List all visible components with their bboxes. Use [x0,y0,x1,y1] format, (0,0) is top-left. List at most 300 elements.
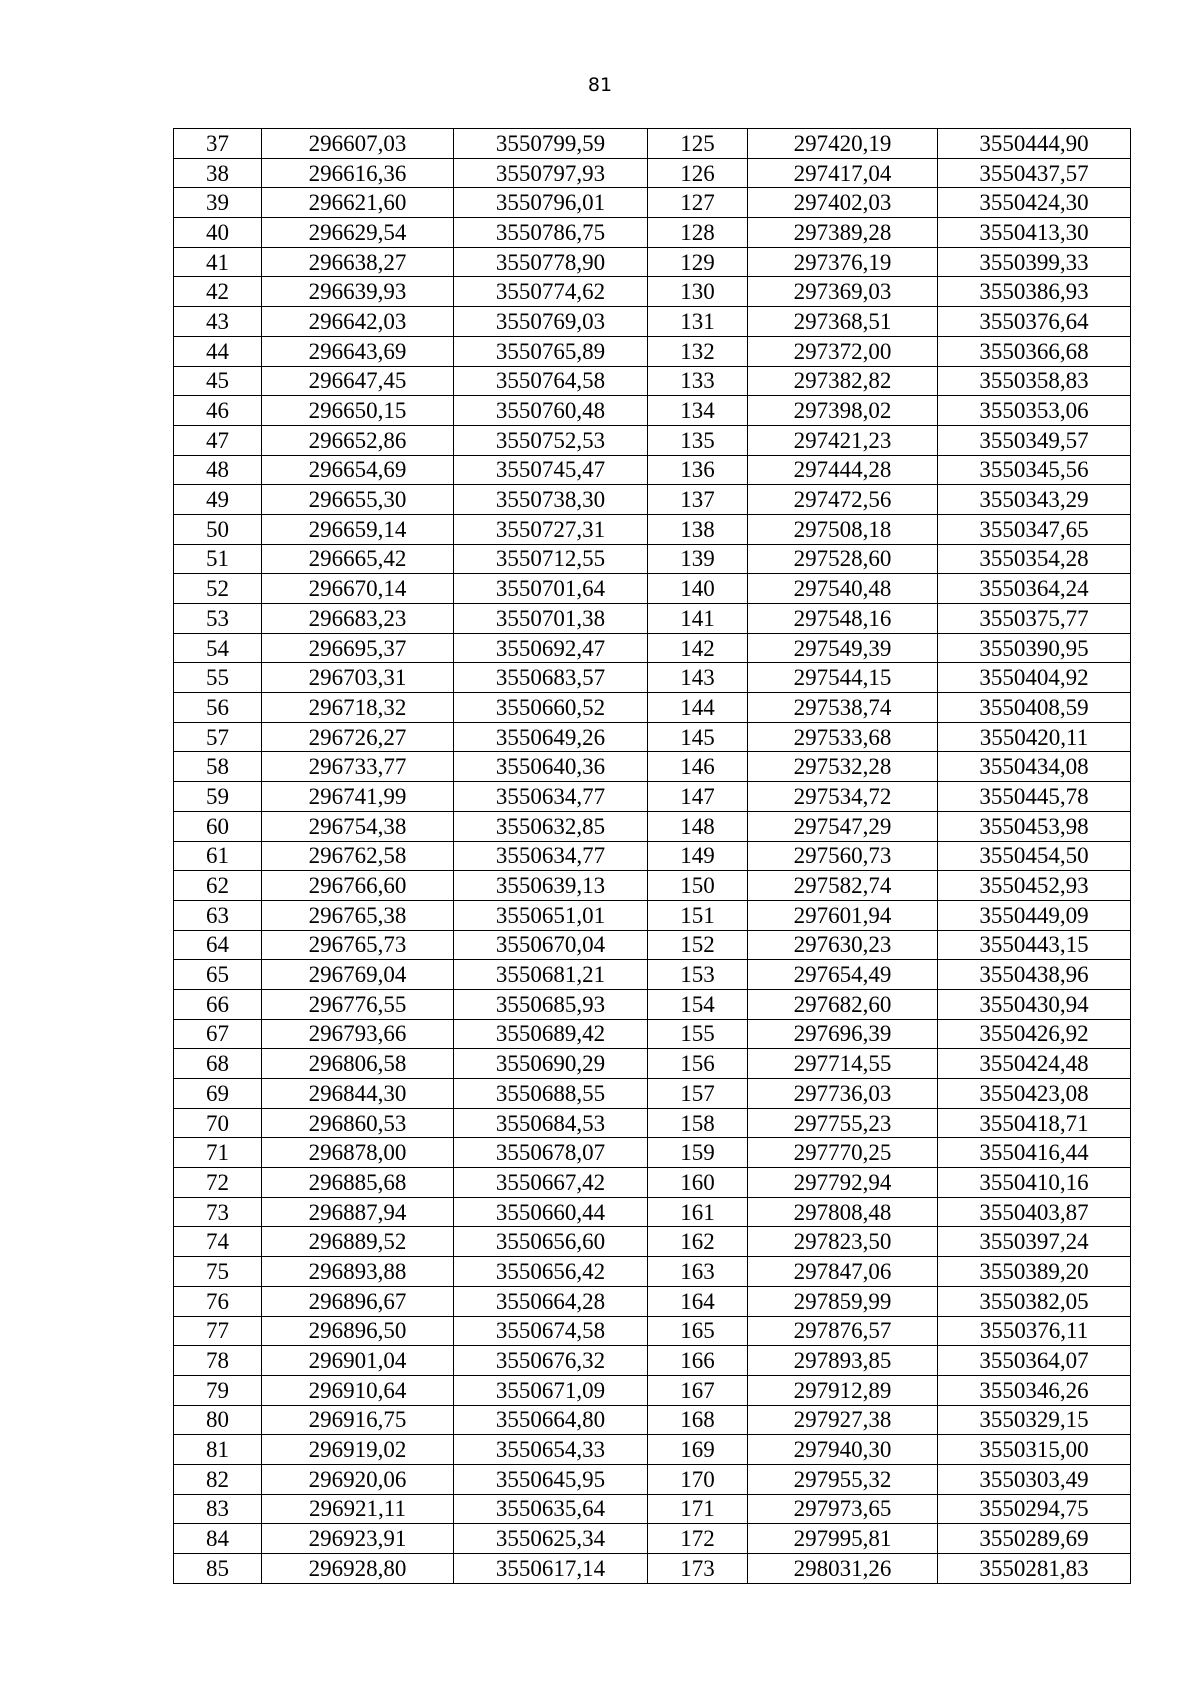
point-number-cell: 54 [174,633,262,663]
table-row [174,1346,1131,1376]
y-coordinate-cell: 3550689,42 [454,1019,648,1049]
y-coordinate-cell: 3550640,36 [454,752,648,782]
point-number-cell: 137 [648,485,748,515]
x-coordinate-cell: 297420,19 [748,129,938,159]
y-coordinate-cell: 3550634,77 [454,782,648,812]
x-coordinate-cell: 297382,82 [748,366,938,396]
point-number-cell: 134 [648,396,748,426]
y-coordinate-cell: 3550438,96 [938,960,1131,990]
table-row [174,1019,1131,1049]
x-coordinate-cell: 297755,23 [748,1108,938,1138]
x-coordinate-cell: 297927,38 [748,1405,938,1435]
x-coordinate-cell: 296916,75 [262,1405,454,1435]
x-coordinate-cell: 296844,30 [262,1079,454,1109]
y-coordinate-cell: 3550712,55 [454,544,648,574]
page-number: 81 [587,74,613,96]
point-number-cell: 151 [648,900,748,930]
point-number-cell: 161 [648,1197,748,1227]
point-number-cell: 42 [174,277,262,307]
point-number-cell: 57 [174,722,262,752]
x-coordinate-cell: 296793,66 [262,1019,454,1049]
y-coordinate-cell: 3550660,44 [454,1197,648,1227]
x-coordinate-cell: 297389,28 [748,218,938,248]
table-row [174,1197,1131,1227]
y-coordinate-cell: 3550434,08 [938,752,1131,782]
x-coordinate-cell: 296878,00 [262,1138,454,1168]
x-coordinate-cell: 297582,74 [748,871,938,901]
y-coordinate-cell: 3550444,90 [938,129,1131,159]
y-coordinate-cell: 3550796,01 [454,188,648,218]
x-coordinate-cell: 297770,25 [748,1138,938,1168]
x-coordinate-cell: 297792,94 [748,1168,938,1198]
point-number-cell: 65 [174,960,262,990]
point-number-cell: 81 [174,1435,262,1465]
coordinates-table [173,128,1131,1584]
y-coordinate-cell: 3550764,58 [454,366,648,396]
point-number-cell: 140 [648,574,748,604]
y-coordinate-cell: 3550354,28 [938,544,1131,574]
x-coordinate-cell: 297549,39 [748,633,938,663]
point-number-cell: 162 [648,1227,748,1257]
x-coordinate-cell: 297736,03 [748,1079,938,1109]
point-number-cell: 82 [174,1464,262,1494]
y-coordinate-cell: 3550345,56 [938,455,1131,485]
table-row [174,396,1131,426]
x-coordinate-cell: 296885,68 [262,1168,454,1198]
point-number-cell: 152 [648,930,748,960]
y-coordinate-cell: 3550660,52 [454,693,648,723]
x-coordinate-cell: 296806,58 [262,1049,454,1079]
x-coordinate-cell: 297823,50 [748,1227,938,1257]
x-coordinate-cell: 297538,74 [748,693,938,723]
x-coordinate-cell: 296887,94 [262,1197,454,1227]
table-row [174,633,1131,663]
x-coordinate-cell: 297376,19 [748,247,938,277]
point-number-cell: 58 [174,752,262,782]
table-row [174,366,1131,396]
point-number-cell: 85 [174,1554,262,1584]
point-number-cell: 80 [174,1405,262,1435]
table-row [174,277,1131,307]
y-coordinate-cell: 3550424,48 [938,1049,1131,1079]
point-number-cell: 171 [648,1494,748,1524]
x-coordinate-cell: 297601,94 [748,900,938,930]
y-coordinate-cell: 3550408,59 [938,693,1131,723]
table-row [174,1405,1131,1435]
x-coordinate-cell: 297421,23 [748,425,938,455]
point-number-cell: 63 [174,900,262,930]
point-number-cell: 129 [648,247,748,277]
y-coordinate-cell: 3550688,55 [454,1079,648,1109]
y-coordinate-cell: 3550390,95 [938,633,1131,663]
y-coordinate-cell: 3550632,85 [454,811,648,841]
table-row [174,841,1131,871]
x-coordinate-cell: 296889,52 [262,1227,454,1257]
y-coordinate-cell: 3550664,28 [454,1286,648,1316]
y-coordinate-cell: 3550382,05 [938,1286,1131,1316]
y-coordinate-cell: 3550701,64 [454,574,648,604]
y-coordinate-cell: 3550656,42 [454,1257,648,1287]
point-number-cell: 39 [174,188,262,218]
point-number-cell: 130 [648,277,748,307]
point-number-cell: 40 [174,218,262,248]
point-number-cell: 51 [174,544,262,574]
table-row [174,1257,1131,1287]
table-row [174,1494,1131,1524]
y-coordinate-cell: 3550727,31 [454,514,648,544]
x-coordinate-cell: 296607,03 [262,129,454,159]
x-coordinate-cell: 297402,03 [748,188,938,218]
y-coordinate-cell: 3550674,58 [454,1316,648,1346]
y-coordinate-cell: 3550799,59 [454,129,648,159]
y-coordinate-cell: 3550453,98 [938,811,1131,841]
y-coordinate-cell: 3550452,93 [938,871,1131,901]
point-number-cell: 153 [648,960,748,990]
point-number-cell: 53 [174,604,262,634]
x-coordinate-cell: 296923,91 [262,1524,454,1554]
table-row [174,1079,1131,1109]
x-coordinate-cell: 296919,02 [262,1435,454,1465]
table-row [174,1168,1131,1198]
x-coordinate-cell: 296683,23 [262,604,454,634]
y-coordinate-cell: 3550778,90 [454,247,648,277]
y-coordinate-cell: 3550389,20 [938,1257,1131,1287]
point-number-cell: 56 [174,693,262,723]
table-row [174,693,1131,723]
y-coordinate-cell: 3550701,38 [454,604,648,634]
table-row [174,930,1131,960]
y-coordinate-cell: 3550654,33 [454,1435,648,1465]
y-coordinate-cell: 3550443,15 [938,930,1131,960]
point-number-cell: 156 [648,1049,748,1079]
point-number-cell: 158 [648,1108,748,1138]
point-number-cell: 125 [648,129,748,159]
x-coordinate-cell: 297544,15 [748,663,938,693]
point-number-cell: 132 [648,336,748,366]
point-number-cell: 131 [648,307,748,337]
y-coordinate-cell: 3550294,75 [938,1494,1131,1524]
x-coordinate-cell: 296703,31 [262,663,454,693]
point-number-cell: 69 [174,1079,262,1109]
y-coordinate-cell: 3550410,16 [938,1168,1131,1198]
y-coordinate-cell: 3550376,64 [938,307,1131,337]
y-coordinate-cell: 3550617,14 [454,1554,648,1584]
x-coordinate-cell: 297876,57 [748,1316,938,1346]
x-coordinate-cell: 297696,39 [748,1019,938,1049]
y-coordinate-cell: 3550634,77 [454,841,648,871]
table-row [174,900,1131,930]
point-number-cell: 75 [174,1257,262,1287]
y-coordinate-cell: 3550315,00 [938,1435,1131,1465]
x-coordinate-cell: 297630,23 [748,930,938,960]
x-coordinate-cell: 297560,73 [748,841,938,871]
y-coordinate-cell: 3550353,06 [938,396,1131,426]
point-number-cell: 157 [648,1079,748,1109]
x-coordinate-cell: 296741,99 [262,782,454,812]
y-coordinate-cell: 3550797,93 [454,158,648,188]
x-coordinate-cell: 297547,29 [748,811,938,841]
point-number-cell: 44 [174,336,262,366]
point-number-cell: 160 [648,1168,748,1198]
y-coordinate-cell: 3550364,24 [938,574,1131,604]
x-coordinate-cell: 296647,45 [262,366,454,396]
table-row [174,1049,1131,1079]
table-row [174,1316,1131,1346]
point-number-cell: 68 [174,1049,262,1079]
table-row [174,663,1131,693]
x-coordinate-cell: 297472,56 [748,485,938,515]
point-number-cell: 139 [648,544,748,574]
table-row [174,722,1131,752]
table-row [174,544,1131,574]
x-coordinate-cell: 296718,32 [262,693,454,723]
table-row [174,129,1131,159]
y-coordinate-cell: 3550639,13 [454,871,648,901]
x-coordinate-cell: 296665,42 [262,544,454,574]
y-coordinate-cell: 3550404,92 [938,663,1131,693]
x-coordinate-cell: 296776,55 [262,989,454,1019]
y-coordinate-cell: 3550738,30 [454,485,648,515]
point-number-cell: 148 [648,811,748,841]
table-row [174,455,1131,485]
point-number-cell: 60 [174,811,262,841]
x-coordinate-cell: 297508,18 [748,514,938,544]
x-coordinate-cell: 296766,60 [262,871,454,901]
table-row [174,218,1131,248]
table-row [174,158,1131,188]
y-coordinate-cell: 3550651,01 [454,900,648,930]
x-coordinate-cell: 296928,80 [262,1554,454,1584]
x-coordinate-cell: 296893,88 [262,1257,454,1287]
y-coordinate-cell: 3550645,95 [454,1464,648,1494]
table-row [174,188,1131,218]
y-coordinate-cell: 3550670,04 [454,930,648,960]
y-coordinate-cell: 3550430,94 [938,989,1131,1019]
point-number-cell: 50 [174,514,262,544]
point-number-cell: 78 [174,1346,262,1376]
x-coordinate-cell: 296642,03 [262,307,454,337]
x-coordinate-cell: 297654,49 [748,960,938,990]
x-coordinate-cell: 297995,81 [748,1524,938,1554]
y-coordinate-cell: 3550346,26 [938,1375,1131,1405]
table-row [174,782,1131,812]
y-coordinate-cell: 3550424,30 [938,188,1131,218]
x-coordinate-cell: 296896,67 [262,1286,454,1316]
point-number-cell: 61 [174,841,262,871]
table-row [174,960,1131,990]
y-coordinate-cell: 3550413,30 [938,218,1131,248]
y-coordinate-cell: 3550418,71 [938,1108,1131,1138]
x-coordinate-cell: 296762,58 [262,841,454,871]
point-number-cell: 76 [174,1286,262,1316]
table-row [174,485,1131,515]
x-coordinate-cell: 296921,11 [262,1494,454,1524]
x-coordinate-cell: 297859,99 [748,1286,938,1316]
point-number-cell: 135 [648,425,748,455]
coordinates-table-body [174,129,1131,1584]
point-number-cell: 66 [174,989,262,1019]
point-number-cell: 150 [648,871,748,901]
y-coordinate-cell: 3550449,09 [938,900,1131,930]
x-coordinate-cell: 297540,48 [748,574,938,604]
y-coordinate-cell: 3550690,29 [454,1049,648,1079]
point-number-cell: 173 [648,1554,748,1584]
y-coordinate-cell: 3550684,53 [454,1108,648,1138]
y-coordinate-cell: 3550349,57 [938,425,1131,455]
y-coordinate-cell: 3550364,07 [938,1346,1131,1376]
y-coordinate-cell: 3550667,42 [454,1168,648,1198]
x-coordinate-cell: 296769,04 [262,960,454,990]
table-row [174,1138,1131,1168]
point-number-cell: 62 [174,871,262,901]
point-number-cell: 45 [174,366,262,396]
point-number-cell: 72 [174,1168,262,1198]
x-coordinate-cell: 297912,89 [748,1375,938,1405]
table-row [174,1375,1131,1405]
point-number-cell: 71 [174,1138,262,1168]
x-coordinate-cell: 296726,27 [262,722,454,752]
point-number-cell: 145 [648,722,748,752]
x-coordinate-cell: 297955,32 [748,1464,938,1494]
point-number-cell: 73 [174,1197,262,1227]
table-row [174,1554,1131,1584]
y-coordinate-cell: 3550681,21 [454,960,648,990]
point-number-cell: 142 [648,633,748,663]
y-coordinate-cell: 3550683,57 [454,663,648,693]
table-row [174,1524,1131,1554]
point-number-cell: 170 [648,1464,748,1494]
point-number-cell: 126 [648,158,748,188]
point-number-cell: 46 [174,396,262,426]
point-number-cell: 64 [174,930,262,960]
x-coordinate-cell: 297444,28 [748,455,938,485]
point-number-cell: 47 [174,425,262,455]
point-number-cell: 67 [174,1019,262,1049]
y-coordinate-cell: 3550420,11 [938,722,1131,752]
x-coordinate-cell: 296765,38 [262,900,454,930]
y-coordinate-cell: 3550649,26 [454,722,648,752]
point-number-cell: 136 [648,455,748,485]
point-number-cell: 146 [648,752,748,782]
point-number-cell: 165 [648,1316,748,1346]
x-coordinate-cell: 296621,60 [262,188,454,218]
x-coordinate-cell: 297372,00 [748,336,938,366]
y-coordinate-cell: 3550786,75 [454,218,648,248]
x-coordinate-cell: 297808,48 [748,1197,938,1227]
x-coordinate-cell: 296860,53 [262,1108,454,1138]
table-row [174,604,1131,634]
y-coordinate-cell: 3550678,07 [454,1138,648,1168]
y-coordinate-cell: 3550752,53 [454,425,648,455]
point-number-cell: 128 [648,218,748,248]
point-number-cell: 83 [174,1494,262,1524]
x-coordinate-cell: 297534,72 [748,782,938,812]
y-coordinate-cell: 3550416,44 [938,1138,1131,1168]
table-row [174,1227,1131,1257]
x-coordinate-cell: 296638,27 [262,247,454,277]
table-row [174,307,1131,337]
point-number-cell: 79 [174,1375,262,1405]
y-coordinate-cell: 3550303,49 [938,1464,1131,1494]
point-number-cell: 159 [648,1138,748,1168]
table-row [174,574,1131,604]
point-number-cell: 38 [174,158,262,188]
y-coordinate-cell: 3550765,89 [454,336,648,366]
x-coordinate-cell: 296754,38 [262,811,454,841]
x-coordinate-cell: 296655,30 [262,485,454,515]
point-number-cell: 52 [174,574,262,604]
point-number-cell: 37 [174,129,262,159]
point-number-cell: 163 [648,1257,748,1287]
x-coordinate-cell: 296901,04 [262,1346,454,1376]
point-number-cell: 141 [648,604,748,634]
table-row [174,425,1131,455]
x-coordinate-cell: 296733,77 [262,752,454,782]
x-coordinate-cell: 296629,54 [262,218,454,248]
x-coordinate-cell: 297973,65 [748,1494,938,1524]
point-number-cell: 49 [174,485,262,515]
y-coordinate-cell: 3550685,93 [454,989,648,1019]
y-coordinate-cell: 3550625,34 [454,1524,648,1554]
y-coordinate-cell: 3550281,83 [938,1554,1131,1584]
point-number-cell: 55 [174,663,262,693]
x-coordinate-cell: 297940,30 [748,1435,938,1465]
point-number-cell: 143 [648,663,748,693]
y-coordinate-cell: 3550664,80 [454,1405,648,1435]
y-coordinate-cell: 3550454,50 [938,841,1131,871]
x-coordinate-cell: 297533,68 [748,722,938,752]
point-number-cell: 43 [174,307,262,337]
table-row [174,752,1131,782]
point-number-cell: 149 [648,841,748,871]
x-coordinate-cell: 296920,06 [262,1464,454,1494]
y-coordinate-cell: 3550426,92 [938,1019,1131,1049]
x-coordinate-cell: 296652,86 [262,425,454,455]
y-coordinate-cell: 3550329,15 [938,1405,1131,1435]
point-number-cell: 155 [648,1019,748,1049]
point-number-cell: 154 [648,989,748,1019]
y-coordinate-cell: 3550745,47 [454,455,648,485]
point-number-cell: 164 [648,1286,748,1316]
y-coordinate-cell: 3550760,48 [454,396,648,426]
x-coordinate-cell: 296910,64 [262,1375,454,1405]
point-number-cell: 41 [174,247,262,277]
y-coordinate-cell: 3550671,09 [454,1375,648,1405]
table-row [174,1286,1131,1316]
y-coordinate-cell: 3550358,83 [938,366,1131,396]
x-coordinate-cell: 296765,73 [262,930,454,960]
point-number-cell: 138 [648,514,748,544]
y-coordinate-cell: 3550375,77 [938,604,1131,634]
point-number-cell: 70 [174,1108,262,1138]
x-coordinate-cell: 297893,85 [748,1346,938,1376]
y-coordinate-cell: 3550376,11 [938,1316,1131,1346]
y-coordinate-cell: 3550445,78 [938,782,1131,812]
x-coordinate-cell: 296695,37 [262,633,454,663]
point-number-cell: 167 [648,1375,748,1405]
y-coordinate-cell: 3550774,62 [454,277,648,307]
x-coordinate-cell: 297417,04 [748,158,938,188]
table-row [174,871,1131,901]
x-coordinate-cell: 297682,60 [748,989,938,1019]
point-number-cell: 144 [648,693,748,723]
table-row [174,247,1131,277]
point-number-cell: 59 [174,782,262,812]
table-row [174,336,1131,366]
x-coordinate-cell: 296659,14 [262,514,454,544]
y-coordinate-cell: 3550437,57 [938,158,1131,188]
y-coordinate-cell: 3550347,65 [938,514,1131,544]
